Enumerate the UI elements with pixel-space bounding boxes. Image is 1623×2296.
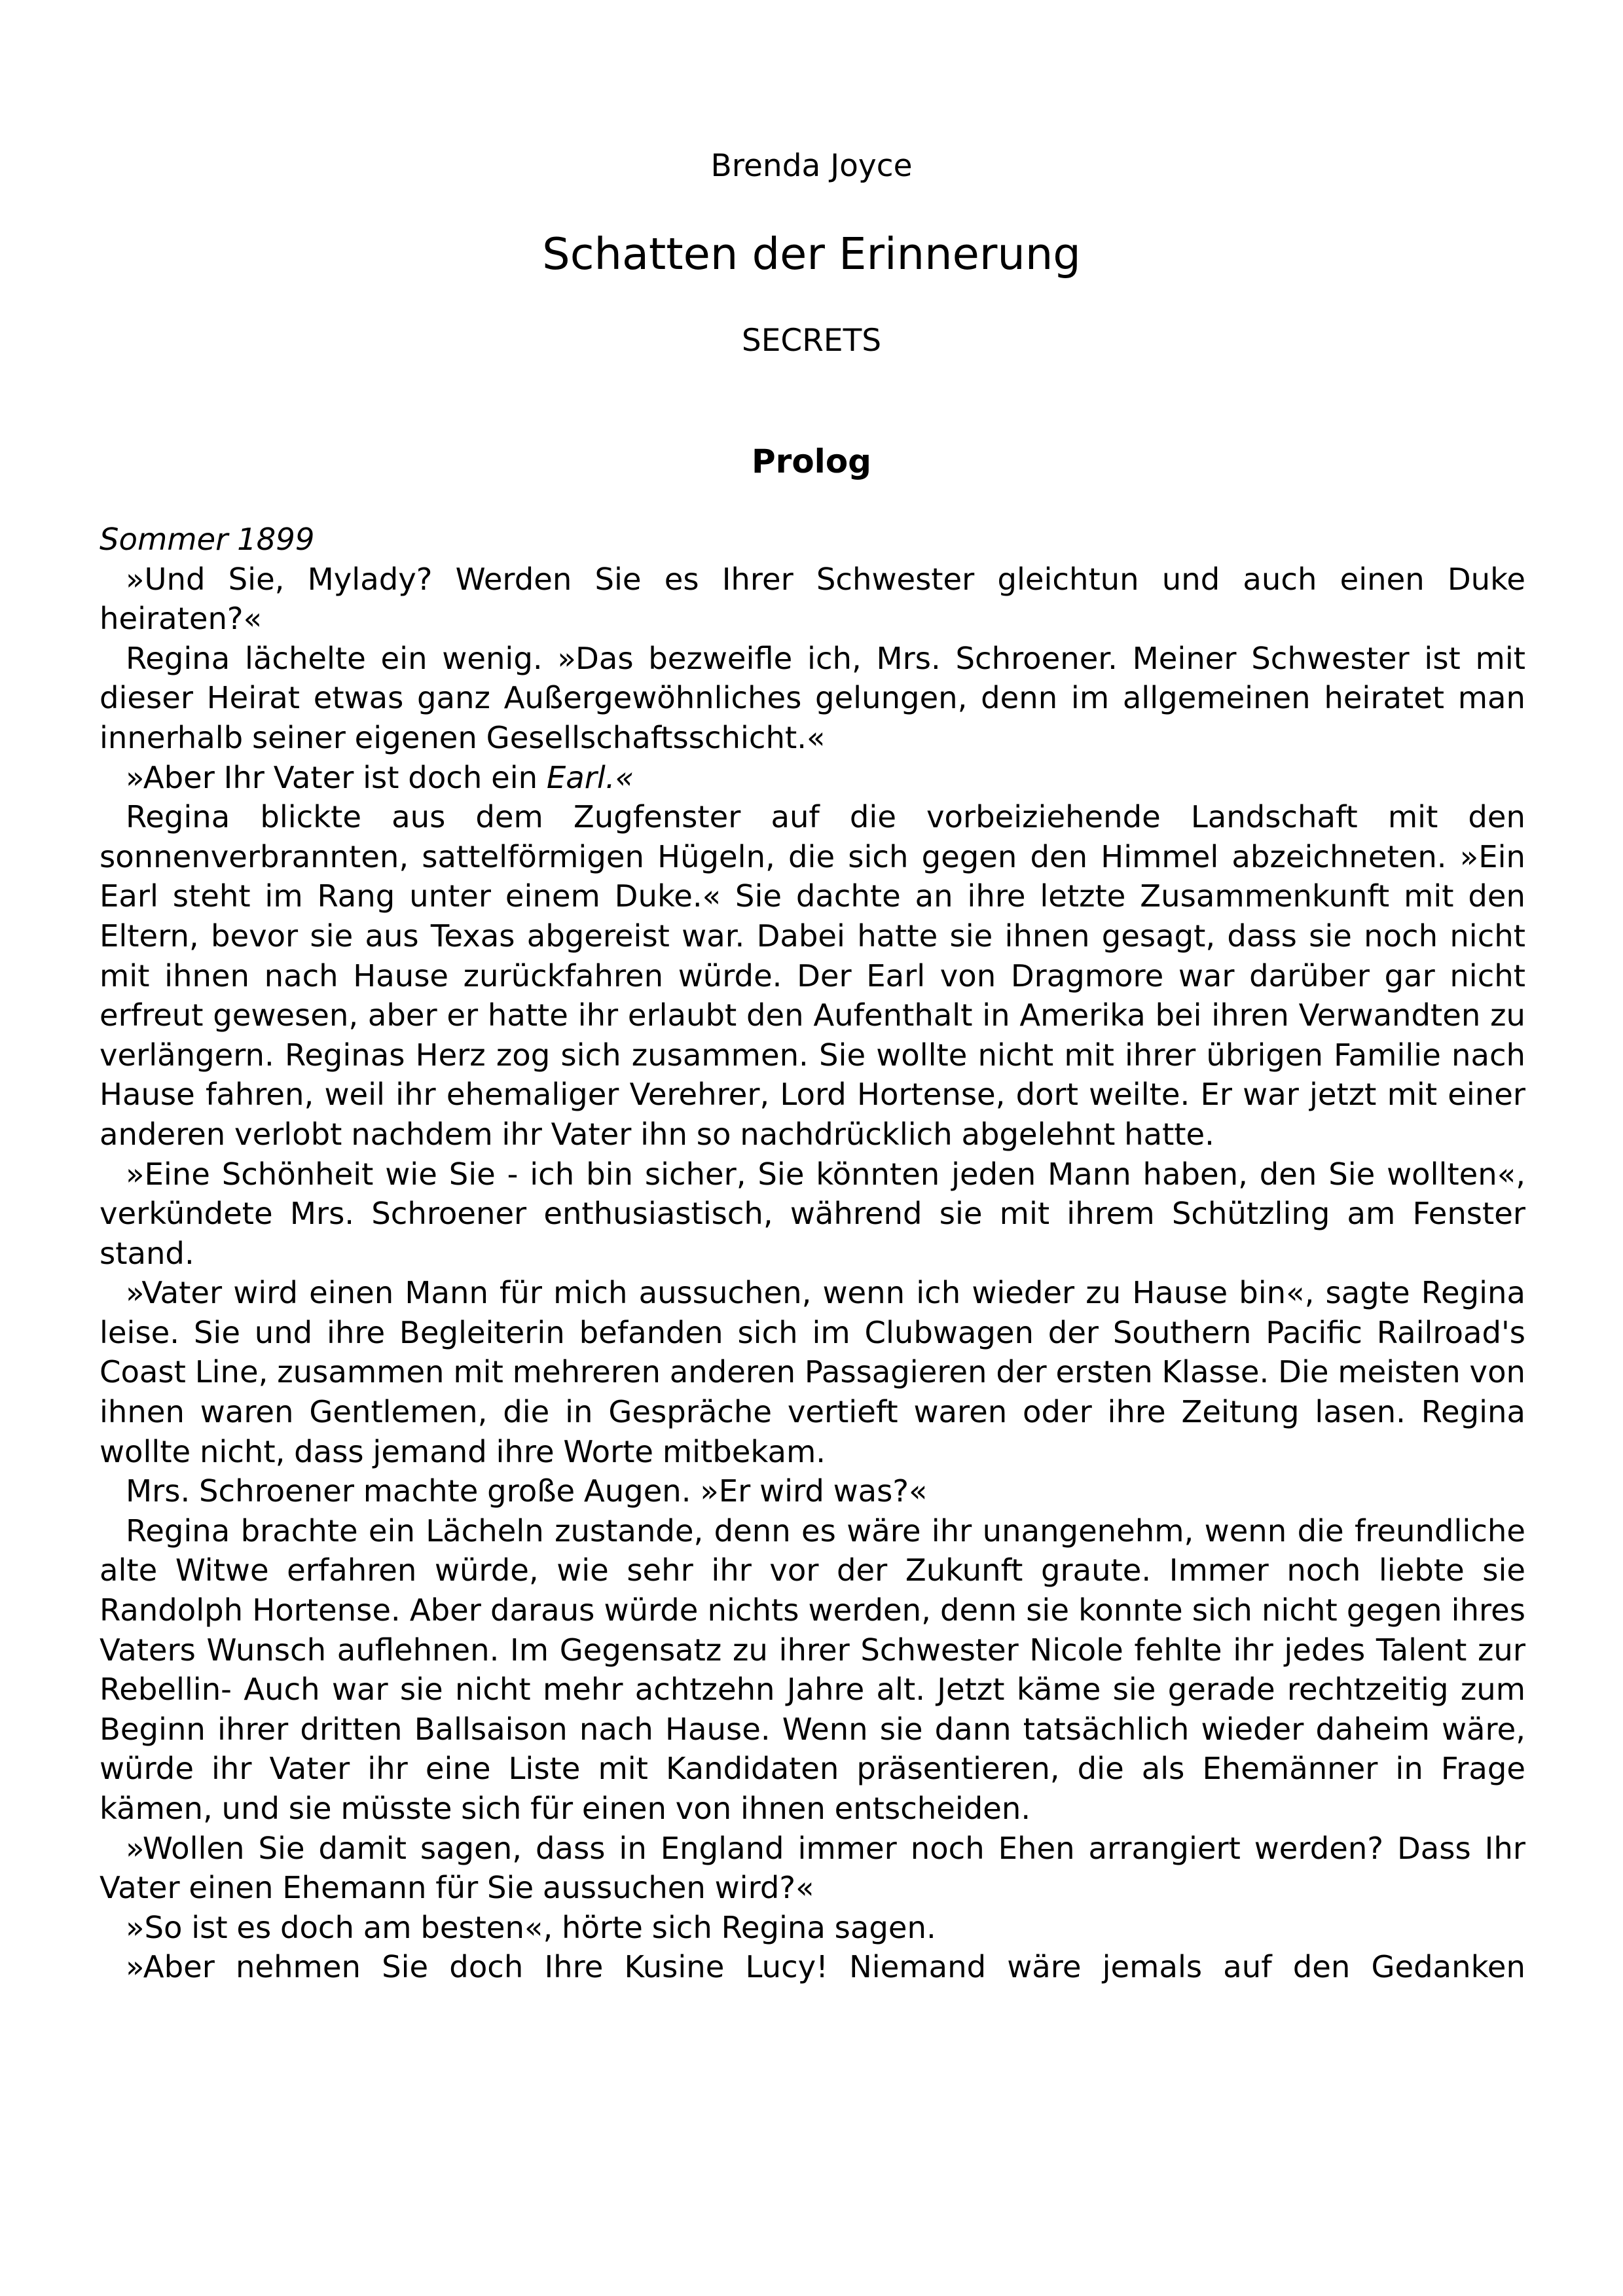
paragraph: »Eine Schönheit wie Sie - ich bin sicher, Sie könnten jeden Mann haben, den Sie wollten«, verkündete Mrs. Schroener enthusiastisch, während sie mit ihrem Schützling am Fenster stand. [100, 1156, 1525, 1271]
paragraph: Regina brachte ein Lächeln zustande, denn es wäre ihr unangenehm, wenn die freundliche alte Witwe erfahren würde, wie sehr ihr vor der Zukunft graute. Immer noch liebte sie Randolph Hortense. Aber daraus würde nichts werden, denn sie konnte sich nicht gegen ihres Vaters Wunsch auflehnen. Im Gegensatz zu ihrer Schwester Nicole fehlte ihr jedes Talent zur Rebellin- Auch war sie nicht mehr achtzehn Jahre alt. Jetzt käme sie gerade rechtzeitig zum Beginn ihrer dritten Ballsaison nach Hause. Wenn sie dann tatsächlich wieder daheim wäre, würde ihr Vater ihr eine Liste mit Kandidaten präsentieren, die als Ehemänner in Frage kämen, und sie müsste sich für einen von ihnen entscheiden. [100, 1513, 1525, 1826]
paragraph: »So ist es doch am besten«, hörte sich Regina sagen. [126, 1909, 936, 1945]
emphasized-text: Earl.« [546, 759, 634, 795]
chapter-body [100, 520, 1525, 1987]
paragraph [100, 758, 1525, 798]
paragraph: Regina lächelte ein wenig. »Das bezweifle ich, Mrs. Schroener. Meiner Schwester ist mit dieser Heirat etwas ganz Außergewöhnliches gelungen, denn im allgemeinen heiratet man innerhalb seiner eigenen Gesellschaftsschicht.« [100, 640, 1525, 755]
paragraph: »Vater wird einen Mann für mich aussuchen, wenn ich wieder zu Hause bin«, sagte Regina leise. Sie und ihre Begleiterin befanden sich im Clubwagen der Southern Pacific Railroad's Coast Line, zusammen mit mehreren anderen Passagieren der ersten Klasse. Die meisten von ihnen waren Gentlemen, die in Gespräche vertieft waren oder ihre Zeitung lasen. Regina wollte nicht, dass jemand ihre Worte mitbekam. [100, 1275, 1525, 1469]
book-title: Schatten der Erinnerung [542, 228, 1081, 279]
original-title: SECRETS [741, 323, 882, 359]
paragraph: »Und Sie, Mylady? Werden Sie es Ihrer Schwester gleichtun und auch einen Duke heiraten?« [100, 561, 1525, 637]
paragraph: Mrs. Schroener machte große Augen. »Er wird was?« [126, 1473, 928, 1509]
dateline: Sommer 1899 [100, 522, 315, 557]
chapter-heading: Prolog [752, 442, 871, 480]
paragraph: Regina blickte aus dem Zugfenster auf die vorbeiziehende Landschaft mit den sonnenverbrannten, sattelförmigen Hügeln, die sich gegen den Himmel abzeichneten. »Ein Earl steht im Rang unter einem Duke.« Sie dachte an ihre letzte Zusammenkunft mit den Eltern, bevor sie aus Texas abgereist war. Dabei hatte sie ihnen gesagt, dass sie noch nicht mit ihnen nach Hause zurückfahren würde. Der Earl von Dragmore war darüber gar nicht erfreut gewesen, aber er hatte ihr erlaubt den Aufenthalt in Amerika bei ihren Verwandten zu verlängern. Reginas Herz zog sich zusammen. Sie wollte nicht mit ihrer übrigen Familie nach Hause fahren, weil ihr ehemaliger Verehrer, Lord Hortense, dort weilte. Er war jetzt mit einer anderen verlobt nachdem ihr Vater ihn so nachdrücklich abgelehnt hatte. [100, 799, 1525, 1152]
paragraph: »Aber nehmen Sie doch Ihre Kusine Lucy! Niemand wäre jemals auf den Gedanken [126, 1949, 1525, 1985]
paragraph: »Wollen Sie damit sagen, dass in England immer noch Ehen arrangiert werden? Dass Ihr Vater einen Ehemann für Sie aussuchen wird?« [100, 1830, 1525, 1906]
paragraph-text: »Aber Ihr Vater ist doch ein [126, 759, 547, 795]
author-name: Brenda Joyce [710, 148, 913, 184]
